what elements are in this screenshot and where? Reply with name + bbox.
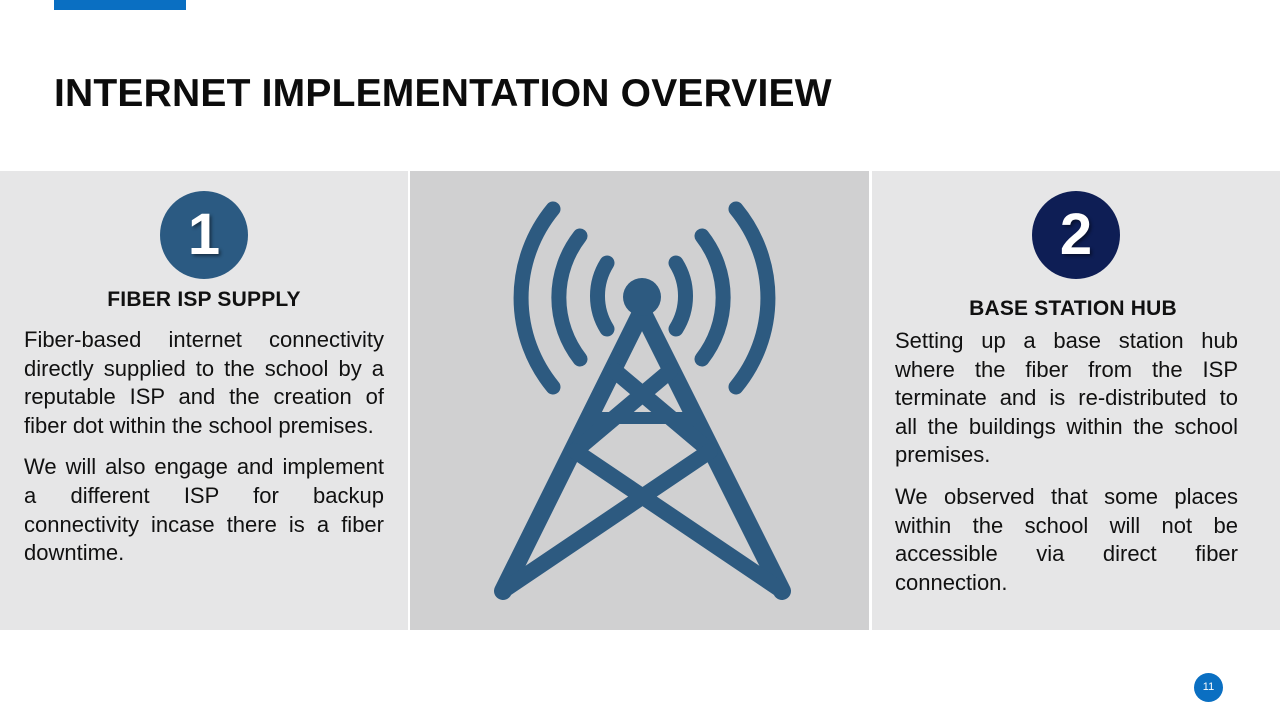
- cell-tower-icon: [410, 171, 869, 630]
- card-body: [895, 327, 1238, 610]
- number-badge-2: 2: [1032, 191, 1120, 279]
- slide-title: INTERNET IMPLEMENTATION OVERVIEW: [54, 72, 832, 115]
- card-fiber-isp-supply: [0, 171, 408, 630]
- card-body: [24, 326, 384, 581]
- accent-bar: [54, 0, 186, 10]
- card-paragraph: We will also engage and implement a different ISP for backup connectivity incase there is a fiber downtime.: [24, 454, 384, 566]
- page-number-badge: 11: [1194, 673, 1223, 702]
- number-badge-1: 1: [160, 191, 248, 279]
- card-heading: BASE STATION HUB: [969, 297, 1177, 320]
- card-paragraph: We observed that some places within the school will not be accessible via direct fiber connection.: [895, 483, 1238, 595]
- card-heading: FIBER ISP SUPPLY: [107, 288, 301, 311]
- card-paragraph: Fiber-based internet connectivity directly supplied to the school by a reputable ISP and the creation of fiber dot within the school premises.: [24, 327, 384, 438]
- card-paragraph: Setting up a base station hub where the fiber from the ISP terminate and is re-distributed to all the buildings within the school premises.: [895, 328, 1238, 468]
- tower-image-panel: [410, 171, 869, 630]
- card-base-station-hub: [872, 171, 1280, 630]
